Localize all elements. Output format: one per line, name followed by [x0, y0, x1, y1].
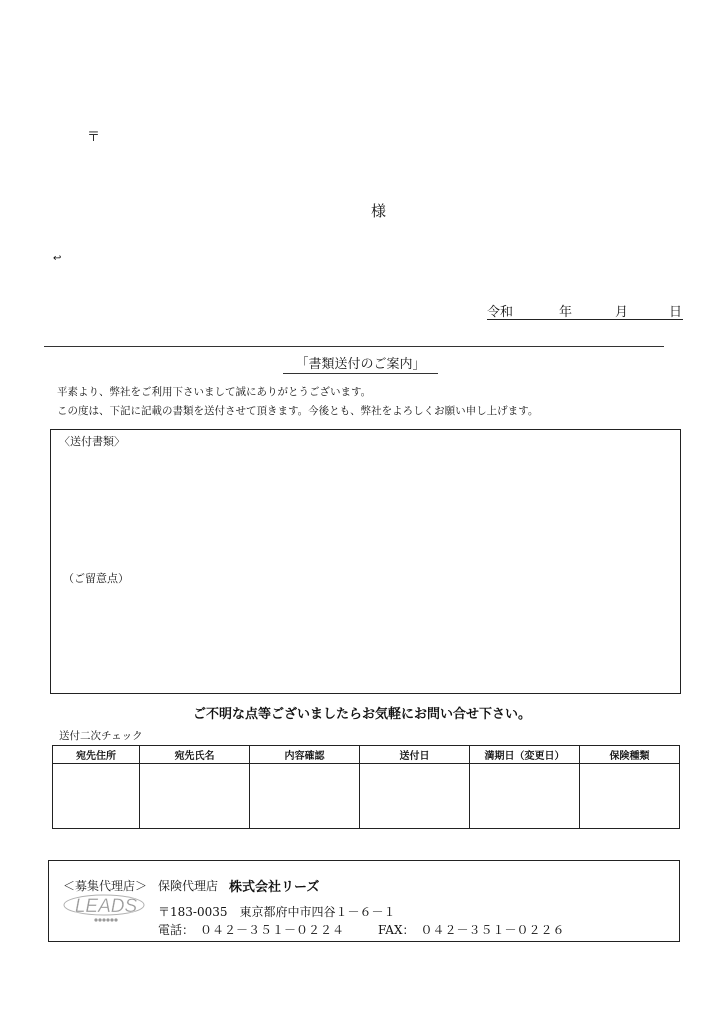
- date-line: [487, 301, 683, 320]
- column-header: 内容確認: [250, 746, 360, 764]
- table-cell[interactable]: [140, 764, 250, 829]
- agency-fax: FAX： ０４２－３５１－０２２６: [378, 923, 565, 937]
- agency-address: 〒183-0035 東京都府中市四谷１－６－１: [158, 905, 396, 919]
- documents-box: [50, 429, 681, 694]
- check-table-header: [53, 746, 680, 764]
- agency-label: ＜募集代理店＞: [63, 879, 148, 893]
- date-year: 年: [559, 305, 573, 320]
- company-name: 株式会社リーズ: [229, 880, 320, 895]
- check-title: 送付二次チェック: [59, 730, 143, 742]
- column-header: 保険種類: [580, 746, 680, 764]
- column-header: 宛先住所: [53, 746, 140, 764]
- column-header: 送付日: [360, 746, 470, 764]
- inquiry-message: ご不明な点等ございましたらお気軽にお問い合せ下さい。: [192, 707, 531, 722]
- check-table: [52, 745, 680, 829]
- column-header: 宛先氏名: [140, 746, 250, 764]
- table-cell[interactable]: [53, 764, 140, 829]
- agency-phone: 電話： ０４２－３５１－０２２４: [158, 923, 345, 937]
- logo-text: LEADS: [74, 896, 138, 917]
- divider: [44, 346, 664, 347]
- date-era: 令和: [487, 305, 514, 320]
- column-header: 満期日（変更日）: [470, 746, 580, 764]
- page-title: 「書類送付のご案内」: [283, 353, 438, 374]
- postal-mark: 〒: [87, 130, 101, 145]
- table-cell[interactable]: [470, 764, 580, 829]
- leads-logo: [60, 891, 152, 925]
- documents-label: 〈送付書類〉: [59, 435, 125, 448]
- table-cell[interactable]: [360, 764, 470, 829]
- table-row: [53, 764, 680, 829]
- honorific: 様: [371, 202, 387, 220]
- intro-line-1: 平素より、弊社をご利用下さいまして誠にありがとうございます。: [57, 386, 372, 398]
- agency-type: 保険代理店: [158, 879, 219, 893]
- intro-line-2: この度は、下記に記載の書類を送付させて頂きます。今後とも、弊社をよろしくお願い申し上げます。: [57, 405, 539, 417]
- table-cell[interactable]: [580, 764, 680, 829]
- arrow-icon: ↩: [53, 253, 62, 264]
- date-day: 日: [669, 305, 683, 320]
- notes-label: （ご留意点）: [63, 572, 129, 585]
- table-cell[interactable]: [250, 764, 360, 829]
- date-month: 月: [615, 305, 629, 320]
